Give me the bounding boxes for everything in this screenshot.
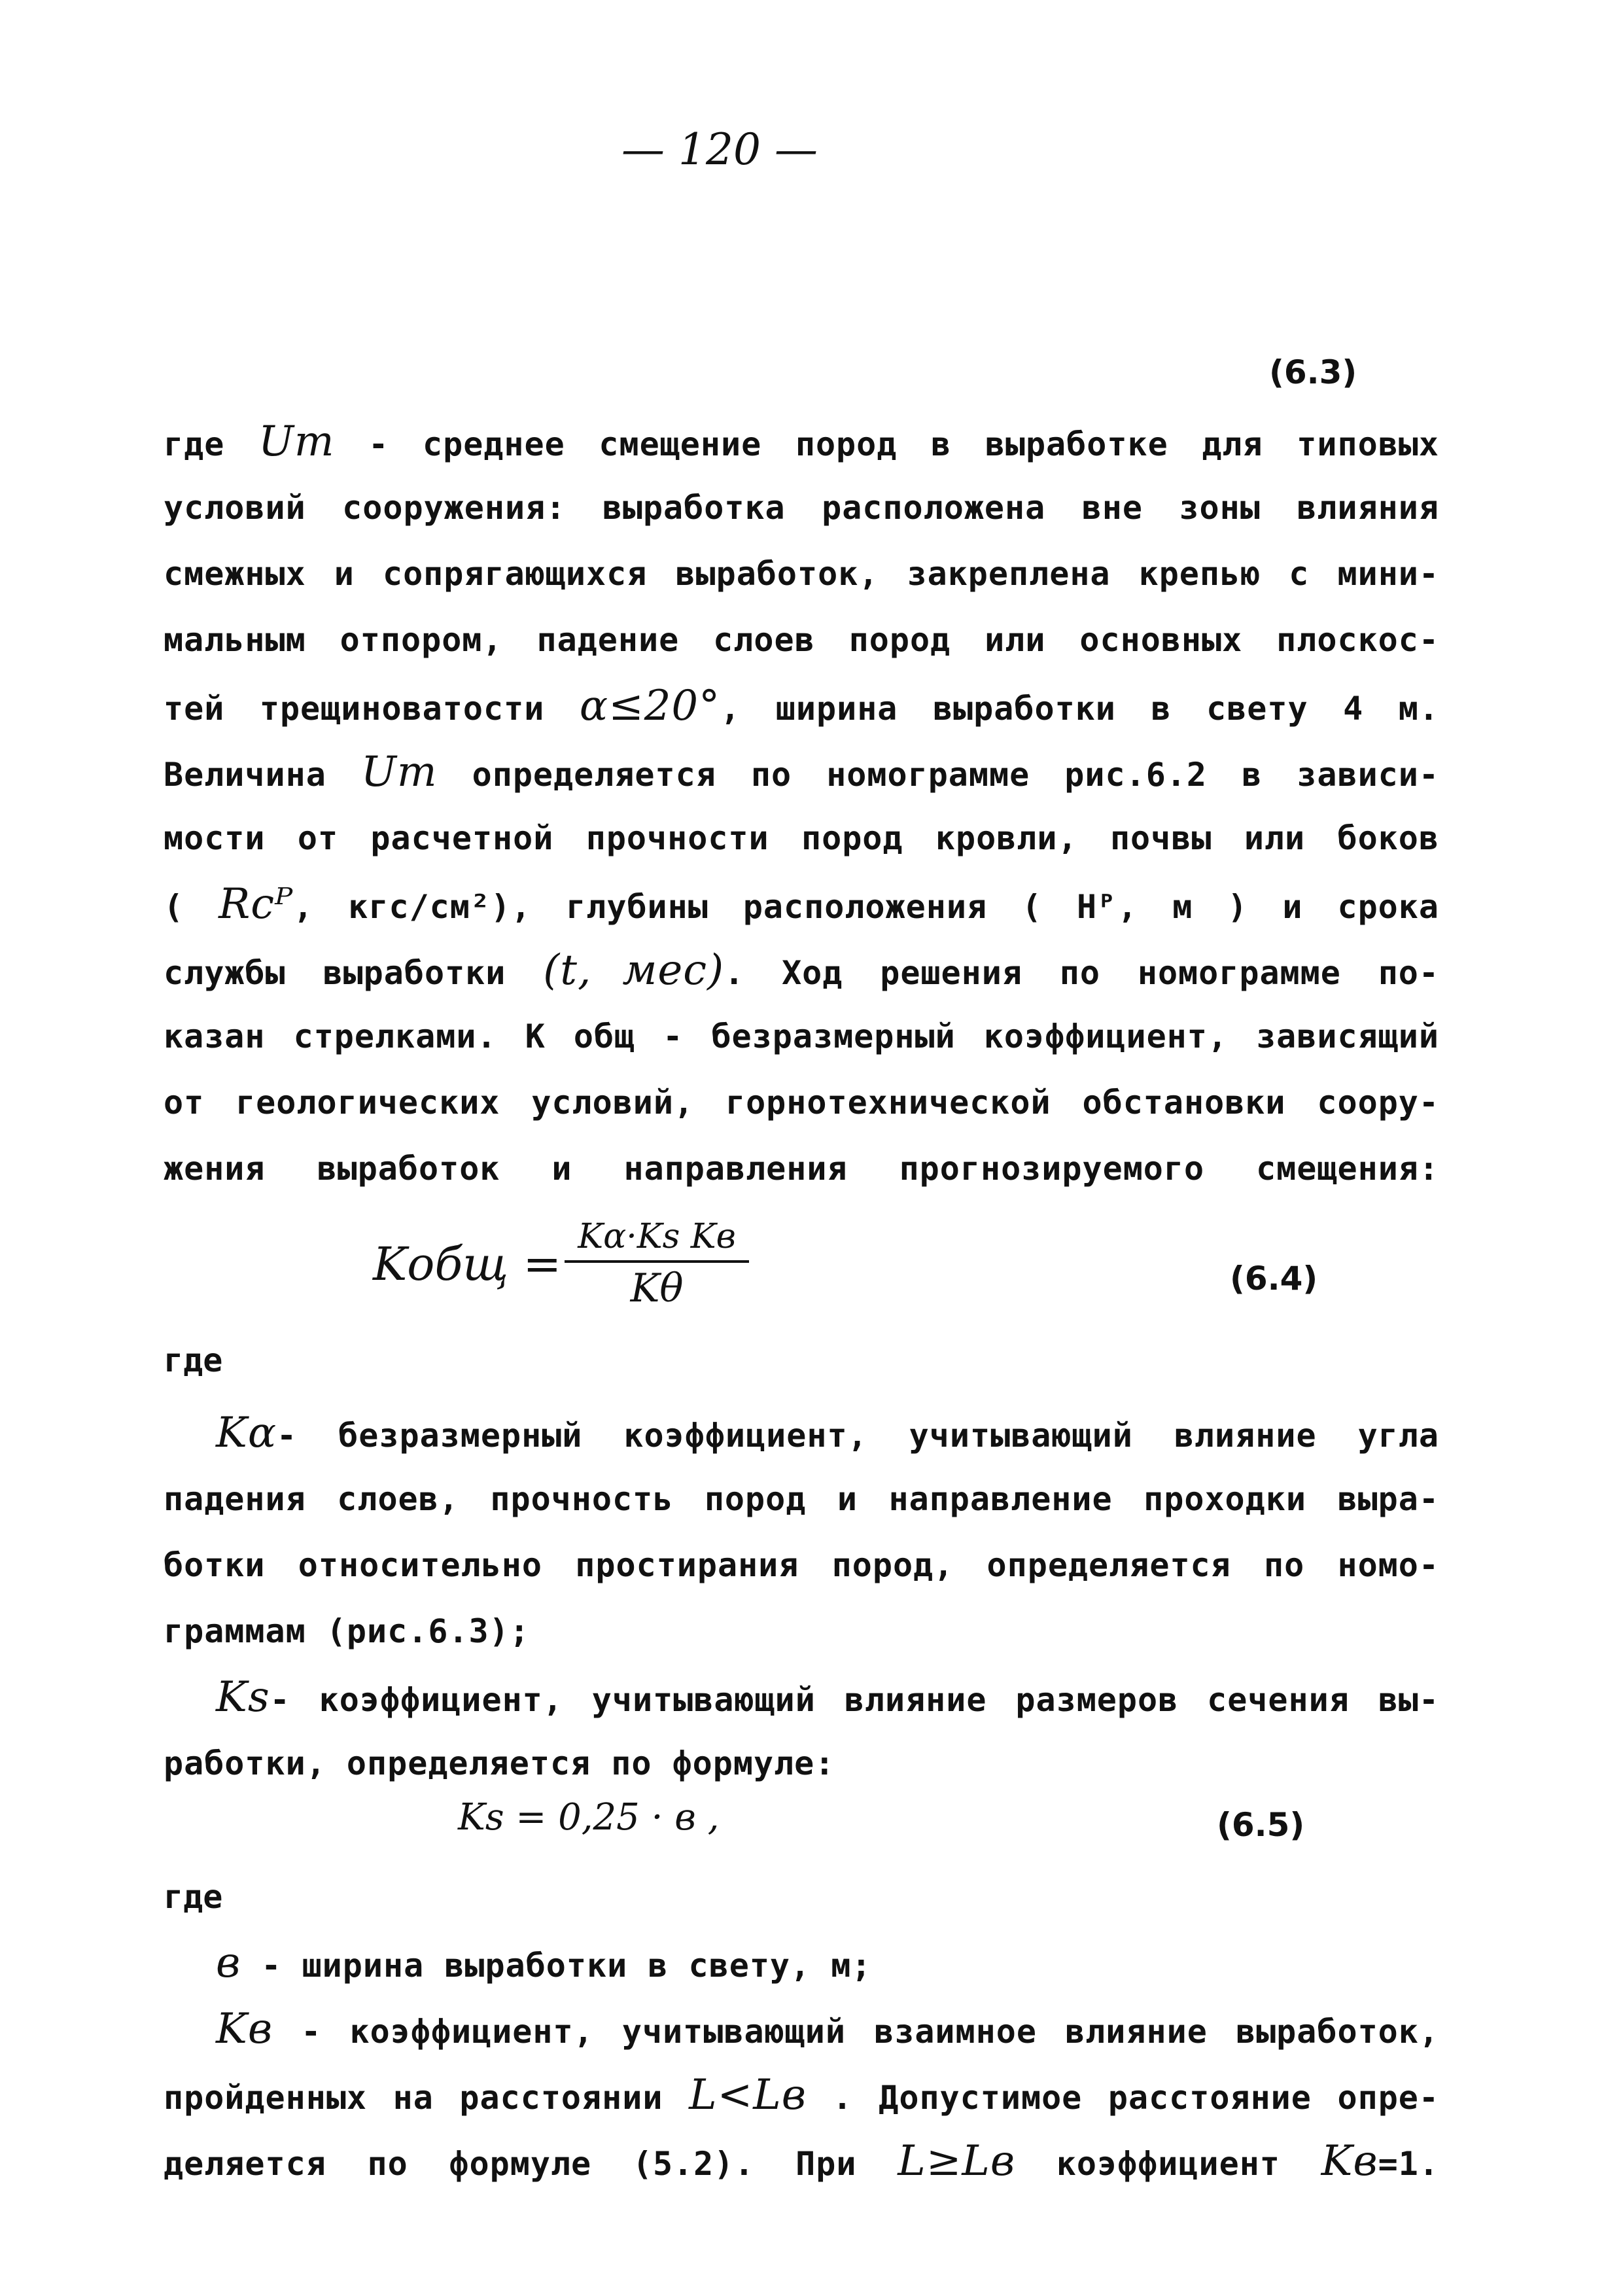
math-symbol: Kα	[216, 1409, 277, 1457]
math-symbol: Uт	[360, 748, 438, 796]
paragraph-3	[164, 1930, 1439, 2195]
equation-label-6-5: (6.5)	[1217, 1806, 1305, 1844]
fraction	[565, 1217, 749, 1311]
formula-6-5: Ks = 0,25 · в ,	[458, 1796, 720, 1839]
text-line: мальным отпором, падение слоев пород или основных плоскос-	[164, 621, 1439, 659]
math-symbol: Kв	[1321, 2137, 1378, 2185]
math-symbol: L<Lв	[689, 2071, 807, 2119]
fraction-denominator: Kθ	[630, 1265, 684, 1311]
text-line: условий сооружения: выработка расположена вне зоны влияния	[164, 489, 1439, 527]
fraction-numerator: Kα·Ks Kв	[565, 1217, 749, 1263]
text-line: Kв - коэффициент, учитывающий взаимное влияние выработок,	[216, 2005, 1439, 2053]
text-line: мости от расчетной прочности пород кровли, почвы или боков	[164, 819, 1439, 857]
math-symbol: α≤20°	[579, 682, 721, 730]
text-line: где Uт - среднее смещение пород в выработке для типовых	[164, 417, 1439, 466]
text-line: смежных и сопрягающихся выработок, закреплена крепью с мини-	[164, 555, 1439, 593]
math-symbol: (t, мес)	[543, 946, 725, 995]
text-line: жения выработок и направления прогнозируемого смещения:	[164, 1150, 1439, 1188]
text-line: граммам (рис.6.3);	[164, 1612, 530, 1650]
text-line: Ks- коэффициент, учитывающий влияние размеров сечения вы-	[216, 1673, 1439, 1722]
text-line: ( Rсᴾ, кгс/см²), глубины расположения ( Hᴾ, м ) и срока	[164, 880, 1439, 928]
text-line: от геологических условий, горнотехнической обстановки соору-	[164, 1084, 1439, 1122]
text-line: тей трещиноватости α≤20°, ширина выработки в свету 4 м.	[164, 682, 1439, 730]
text-line: Kα- безразмерный коэффициент, учитывающий влияние угла	[216, 1409, 1439, 1457]
where-label: где	[164, 1878, 223, 1916]
text-line: падения слоев, прочность пород и направление проходки выра-	[164, 1480, 1439, 1518]
text-line: деляется по формуле (5.2). При L≥Lв коэффициент Kв=1.	[164, 2137, 1439, 2185]
math-symbol: Kв	[216, 2005, 273, 2053]
page-number: — 120 —	[621, 124, 818, 175]
equation-label-6-3: (6.3)	[1269, 353, 1357, 391]
text-line: в - ширина выработки в свету, м;	[216, 1939, 872, 1987]
math-symbol: Uт	[258, 417, 335, 466]
text-line: казан стрелками. К общ - безразмерный коэффициент, зависящий	[164, 1017, 1439, 1055]
where-label: где	[164, 1341, 223, 1379]
formula-lhs: Kобщ =	[373, 1237, 562, 1291]
math-symbol: Ks	[216, 1673, 270, 1722]
text-line: пройденных на расстоянии L<Lв . Допустимое расстояние опре-	[164, 2071, 1440, 2119]
math-symbol: Rсᴾ	[218, 880, 294, 928]
paragraph-2	[164, 1400, 1439, 1797]
formula-6-4	[373, 1217, 749, 1311]
math-symbol: в	[216, 1939, 241, 1987]
math-symbol: L≥Lв	[898, 2137, 1016, 2185]
text-line: работки, определяется по формуле:	[164, 1744, 835, 1782]
paragraph-1	[164, 409, 1439, 1202]
text-line: Величина Uт определяется по номограмме рис.6.2 в зависи-	[164, 748, 1439, 796]
text-line: ботки относительно простирания пород, определяется по номо-	[164, 1546, 1439, 1584]
text-line: службы выработки (t, мес). Ход решения по номограмме по-	[164, 946, 1440, 995]
equation-label-6-4: (6.4)	[1230, 1260, 1318, 1298]
